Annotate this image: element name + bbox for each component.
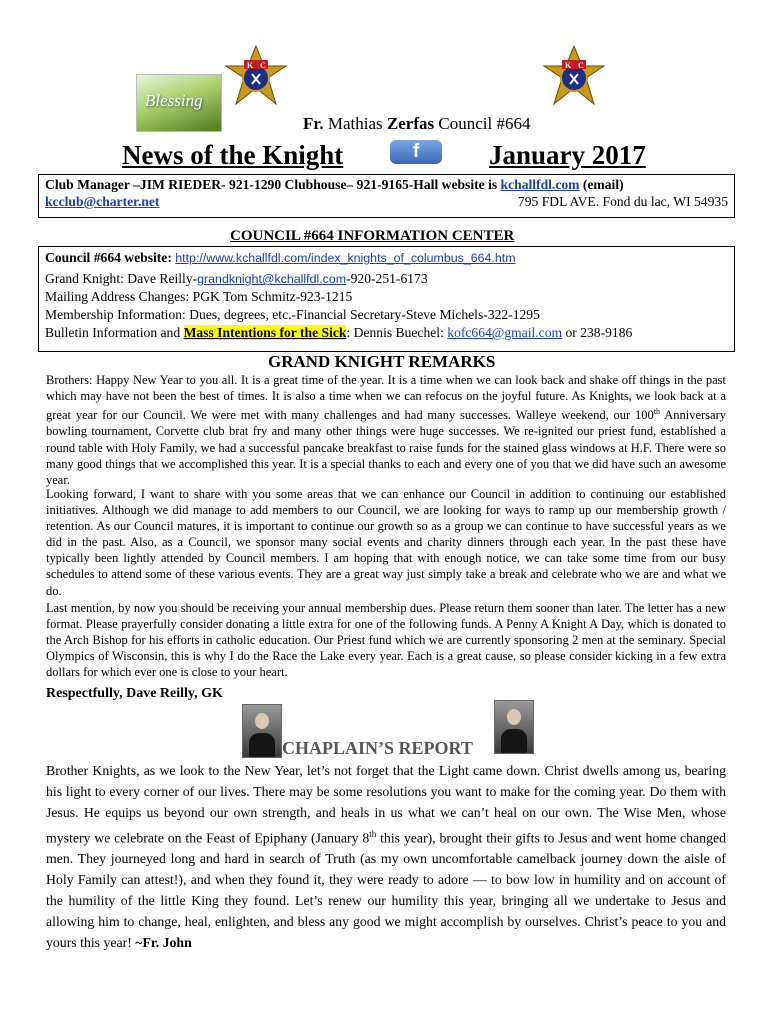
facebook-icon[interactable] [390,140,442,164]
bulletin-mid: : Dennis Buechel: [346,325,448,340]
gk-signature: Respectfully, Dave Reilly, GK [46,686,223,701]
council-name [303,114,530,134]
chap-text-b: this year), brought their gifts to Jesus and went home changed men. They journeyed long and hard in search of Truth (as my own uncomfortable camelback journey down the aisle of Holy Family can attest!), and when they found it, they were ready to adore — to bow low in humility and on account of the humility of the little King they found. Let’s renew our humility this year, bringing all we undertake to Jesus and allowing him to change, heal, enlighten, and bless any good we might accomplish by ourselves. Christ’s peace to you and yours this year! [46,830,726,950]
council-first: Mathias [327,114,383,133]
website-line [45,250,516,266]
chaplain-photo-right [494,700,534,754]
contact-line-1 [45,177,624,193]
chaplain-photo-left [242,704,282,758]
chap-text-a: Brother Knights, as we look to the New Year, let’s not forget that the Light came down. Christ dwells among us, bearing his light to every corner of our lives. There may be some resolutions you want to make for the coming year. Do them with Jesus. He equips us beyond our own strength, and heals in us what we can’t heal on our own. The Wise Men, whose mystery we celebrate on the Feast of Epiphany (January 8 [46,763,726,846]
info-center-heading: COUNCIL #664 INFORMATION CENTER [230,228,515,244]
mailing-line: Mailing Address Changes: PGK Tom Schmitz-923-1215 [45,289,353,304]
chaplain-signoff: ~Fr. John [135,934,192,950]
gk-phone: -920-251-6173 [346,271,428,286]
membership-line: Membership Information: Dues, degrees, etc.-Financial Secretary-Steve Michels-322-1295 [45,307,540,322]
knights-emblem-right [542,44,606,108]
emblem-letter-c: C [260,61,266,70]
facebook-glyph: f [412,141,420,162]
gk-p1-b: Anniversary bowling tournament, Corvette club brat fry and many other things were huge successes. We re-ignited our priest fund, established a round table with Holy Family, we had a successful pancake breakfast to raise funds for the stained glass windows at H.F. There were so many good things that we accomplished this year. It is a special thanks to each and every one of you that we did have such an awesome year. [46,408,726,487]
chaplain-paragraph [46,761,726,954]
emblem-letter-c: C [578,61,584,70]
mass-intentions-highlight: Mass Intentions for the Sick [183,325,347,340]
grand-knight-heading: GRAND KNIGHT REMARKS [268,352,496,371]
info-center-box [38,246,735,352]
email-link[interactable]: kcclub@charter.net [45,194,160,209]
gk-p1-sup: th [653,407,661,417]
bulletin-prefix: Bulletin Information and [45,325,184,340]
gk-paragraph-3: Last mention, by now you should be receiving your annual membership dues. Please return them sooner than later. The letter has a new format. Please prayerfully consider donating a little extra for one of the following funds. A Penny A Knight A Day, which is donated to the Arch Bishop for his efforts in catholic education. Our Priest fund which we are currently sponsoring 2 men at the seminary. Special Olympics of Wisconsin, this is why I do the Race the Lake every year. Each is a great cause, so please consider kicking in a few extra dollars for which ever one is close to your heart. [46,601,726,680]
newsletter-title: News of the Knight [122,140,344,170]
address: 795 FDL AVE. Fond du lac, WI 54935 [517,194,728,209]
knights-emblem-left [224,44,288,108]
grand-knight-line [45,271,428,287]
chaplain-heading: CHAPLAIN’S REPORT [282,738,473,758]
bulletin-suffix: or 238-9186 [562,325,633,340]
gk-email-link[interactable]: grandknight@kchallfdl.com [197,272,347,286]
website-link[interactable]: kchallfdl.com [500,177,580,192]
gk-prefix: Grand Knight: Dave Reilly- [45,271,198,286]
council-last: Zerfas [386,114,435,133]
gk-paragraph-2: Looking forward, I want to share with you some areas that we can enhance our Council in addition to continuing our established initiatives. Although we did manage to add members to our Council, we are looking for ways to ramp up our membership growth / retention. As our Council matures, it is important to continue our growth so as a group we can continue to have successful years as we did in the past. Also, as a Council, we sponsor many social events and charity dinners through each year. In the past these have typically been lightly attended by Council members. I am hoping that with enough notice, we can take some time from our busy schedules to attend some of these various events. They are a great way just simply take a break and celebrate who we are and what we do. [46,487,726,598]
council-number: Council #664 [438,114,531,133]
bulletin-email-link[interactable]: kofc664@gmail.com [447,325,563,340]
gk-p1-a: Brothers: Happy New Year to you all. It is a great time of the year. It is a time when we can look back and shake off things in the past which may have not been the best of times. It is also a time when we can refocus on the joyful future. As Knights, we look back at a great year for our Council. We were met with many challenges and had many successes. Walleye weekend, our 100 [46,373,726,423]
contact-box [38,174,735,218]
emblem-letter-k: K [247,61,254,70]
newsletter-date: January 2017 [489,140,646,170]
email-label: (email) [582,177,624,192]
council-website-link[interactable]: http://www.kchallfdl.com/index_knights_of_columbus_664.htm [175,251,516,265]
emblem-letter-k: K [565,61,572,70]
blessing-text: Blessing [145,91,203,110]
blessing-image [136,74,222,132]
gk-paragraph-1 [46,372,726,488]
council-prefix: Fr. [303,114,324,133]
chap-sup: th [369,828,377,839]
bulletin-line [45,325,632,341]
website-label: Council #664 website: [45,250,172,265]
contact-text: Club Manager –JIM RIEDER- 921-1290 Clubhouse– 921-9165-Hall website is [45,177,501,192]
